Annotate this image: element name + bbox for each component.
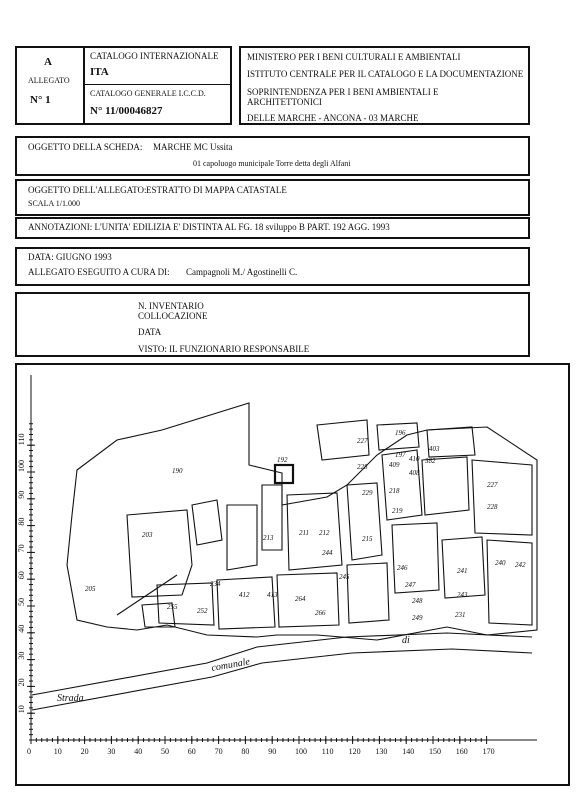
x-tick-label: 70 (214, 747, 223, 756)
y-tick-label: 80 (17, 517, 26, 526)
cadastral-map (15, 363, 570, 786)
x-tick-label: 120 (348, 747, 361, 756)
parcel-label: 192 (277, 456, 288, 464)
catalogo-divider (83, 84, 232, 85)
parcel-label: 241 (457, 567, 468, 575)
oggetto-scheda-label: OGGETTO DELLA SCHEDA: (28, 142, 143, 152)
y-tick-label: 10 (17, 705, 26, 714)
parcel-label: 212 (319, 529, 330, 537)
x-tick-label: 50 (161, 747, 169, 756)
parcel-label: 229 (362, 489, 373, 497)
x-tick-label: 100 (295, 747, 307, 756)
street-label-di: di (402, 635, 410, 646)
soprintendenza-line2: ARCHITETTONICI (247, 97, 322, 107)
oggetto-allegato-value: ESTRATTO DI MAPPA CATASTALE (146, 185, 287, 195)
parcel-label: 197 (395, 451, 406, 459)
allegato-number: N° 1 (30, 94, 51, 106)
data-line: DATA: GIUGNO 1993 (28, 252, 112, 262)
scala: SCALA 1/1.000 (28, 199, 81, 208)
region-line: DELLE MARCHE - ANCONA - 03 MARCHE (247, 113, 419, 123)
inventario-line2: COLLOCAZIONE (138, 311, 208, 321)
oggetto-scheda-line2: 01 capoluogo municipale Torre detta degli Alfani (193, 159, 351, 168)
map-drawing (17, 365, 568, 784)
parcel-label: 234 (210, 580, 221, 588)
parcel-label: 213 (263, 534, 274, 542)
parcel-label: 203 (142, 531, 153, 539)
parcel-label: 231 (455, 611, 466, 619)
parcel-label: 255 (167, 603, 178, 611)
ministero-line: MINISTERO PER I BENI CULTURALI E AMBIENTALI (247, 52, 461, 62)
parcel-label: 228 (357, 463, 368, 471)
parcel-label: 403 (429, 445, 440, 453)
parcel-label: 408 (409, 469, 420, 477)
catalogo-generale-value: N° 11/00046827 (90, 105, 163, 117)
map-x-axis (31, 736, 537, 744)
y-tick-label: 30 (17, 651, 26, 660)
eseguito-value: Campagnoli M./ Agostinelli C. (186, 267, 298, 277)
parcel-label: 264 (295, 595, 306, 603)
parcel-label: 211 (299, 529, 309, 537)
allegato-label: ALLEGATO (28, 76, 70, 85)
parcel-label: 382 (425, 457, 436, 465)
y-tick-label: 70 (17, 544, 26, 553)
x-tick-label: 170 (482, 747, 495, 756)
y-tick-label: 40 (17, 624, 26, 633)
oggetto-allegato-label: OGGETTO DELL'ALLEGATO: (28, 185, 147, 195)
parcel-label: 205 (85, 585, 96, 593)
parcel-label: 247 (405, 581, 416, 589)
parcel-label: 190 (172, 467, 183, 475)
parcel-label: 249 (412, 614, 423, 622)
x-tick-label: 140 (402, 747, 415, 756)
x-tick-label: 90 (268, 747, 277, 756)
x-tick-label: 110 (321, 747, 334, 756)
parcel-label: 245 (339, 573, 350, 581)
x-tick-label: 40 (134, 747, 143, 756)
x-tick-label: 160 (455, 747, 468, 756)
inventario-line1: N. INVENTARIO (138, 301, 204, 311)
x-tick-label: 20 (80, 747, 89, 756)
parcel-label: 248 (412, 597, 423, 605)
oggetto-scheda-value: MARCHE MC Ussita (153, 142, 233, 152)
parcel-label: 244 (322, 549, 333, 557)
y-tick-label: 90 (17, 490, 26, 499)
annotazioni-text: ANNOTAZIONI: L'UNITA' EDILIZIA E' DISTINTA AL FG. 18 sviluppo B PART. 192 AGG. 1993 (28, 222, 390, 232)
parcel-label: 240 (495, 559, 506, 567)
inventario-line4: VISTO: IL FUNZIONARIO RESPONSABILE (138, 344, 310, 354)
y-tick-label: 100 (17, 460, 26, 472)
parcel-label: 227 (487, 481, 498, 489)
parcel-label: 266 (315, 609, 326, 617)
parcel-label: 412 (239, 591, 250, 599)
soprintendenza-line1: SOPRINTENDENZA PER I BENI AMBIENTALI E (247, 87, 439, 97)
parcel-label: 252 (197, 607, 208, 615)
inventario-line3: DATA (138, 327, 162, 337)
catalogo-internazionale-label: CATALOGO INTERNAZIONALE (90, 51, 219, 61)
street-label-strada: Strada (57, 693, 84, 704)
y-tick-label: 50 (17, 598, 26, 606)
eseguito-label: ALLEGATO ESEGUITO A CURA DI: (28, 267, 170, 277)
y-tick-label: 110 (17, 433, 26, 446)
map-y-axis (27, 375, 35, 740)
parcel-label: 196 (395, 429, 406, 437)
x-tick-label: 60 (187, 747, 196, 756)
x-tick-label: 150 (429, 747, 441, 756)
parcel-label: 246 (397, 564, 408, 572)
parcel-label: 227 (357, 437, 368, 445)
parcel-label: 219 (392, 507, 403, 515)
catalogo-internazionale-value: ITA (90, 66, 109, 78)
y-tick-label: 60 (17, 571, 26, 580)
catalogo-generale-label: CATALOGO GENERALE I.C.C.D. (90, 89, 206, 98)
x-tick-label: 10 (53, 747, 62, 756)
x-tick-label: 0 (27, 747, 31, 756)
x-tick-label: 130 (375, 747, 388, 756)
parcel-label: 409 (389, 461, 400, 469)
parcel-label: 215 (362, 535, 373, 543)
parcel-label: 242 (515, 561, 526, 569)
x-tick-label: 30 (107, 747, 116, 756)
parcel-label: 218 (389, 487, 400, 495)
street-label-comunale: comunale (210, 656, 251, 674)
allegato-letter: A (44, 56, 52, 68)
y-tick-label: 20 (17, 678, 26, 687)
parcel-label: 228 (487, 503, 498, 511)
x-tick-label: 80 (241, 747, 250, 756)
parcel-label: 410 (409, 455, 420, 463)
istituto-line: ISTITUTO CENTRALE PER IL CATALOGO E LA DOCUMENTAZIONE (247, 69, 524, 79)
parcel-label: 243 (457, 591, 468, 599)
parcel-label: 413 (267, 591, 278, 599)
